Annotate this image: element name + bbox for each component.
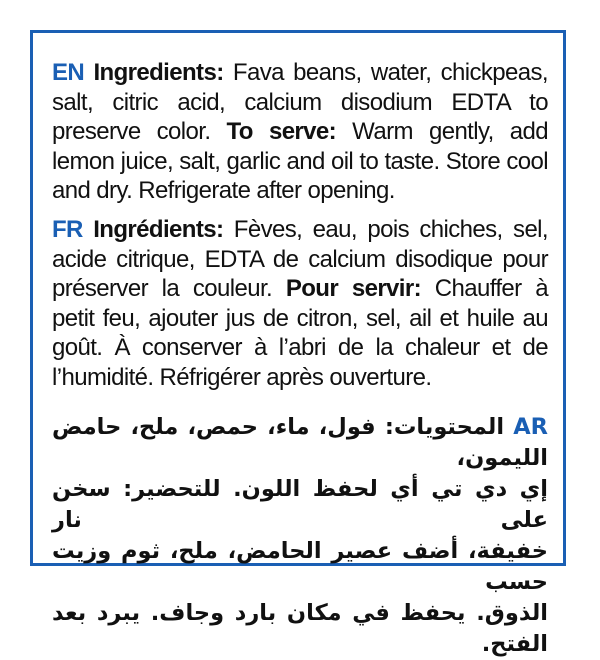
arabic-text-line-1: المحتويات: فول، ماء، حمص، ملح، حامض الليمون، [52, 414, 548, 471]
arabic-ingredients-block [52, 412, 548, 660]
language-code-ar: AR [513, 414, 548, 440]
arabic-line-4: الذوق. يحفظ في مكان بارد وجاف. يبرد بعد الفتح. [52, 600, 548, 657]
ingredients-text-fr: Fèves, eau, pois chiches, sel, acide citrique, EDTA de calcium disodique pour préserver la couleur. [52, 216, 548, 302]
serve-label-en: To serve: [226, 118, 337, 145]
french-ingredients-block [52, 215, 548, 392]
arabic-line-3: خفيفة، أضف عصير الحامض، ملح، ثوم وزيت حسب [52, 538, 548, 595]
language-code-en: EN [52, 59, 85, 86]
ingredients-label-en: Ingredients: [93, 59, 224, 86]
ingredients-label-fr: Ingrédients: [93, 216, 224, 243]
serve-label-fr: Pour servir: [285, 275, 422, 302]
english-ingredients-block [52, 58, 548, 206]
serve-text-en: Warm gently, add lemon juice, salt, garlic and oil to taste. Store cool and dry. Refrigerate after opening. [52, 118, 549, 204]
arabic-line-2: إي دي تي أي لحفظ اللون. للتحضير: سخن على نار [52, 476, 548, 533]
arabic-line-1 [52, 412, 548, 474]
serve-text-fr: Chauffer à petit feu, ajouter jus de citron, sel, ail et huile au goût. À conserver à l’abri de la chaleur et de l’humidité. Réfrigérer après ouverture. [52, 275, 548, 391]
ingredients-text-en: Fava beans, water, chickpeas, salt, citric acid, calcium disodium EDTA to preserve color. [52, 59, 548, 145]
language-code-fr: FR [52, 216, 83, 243]
